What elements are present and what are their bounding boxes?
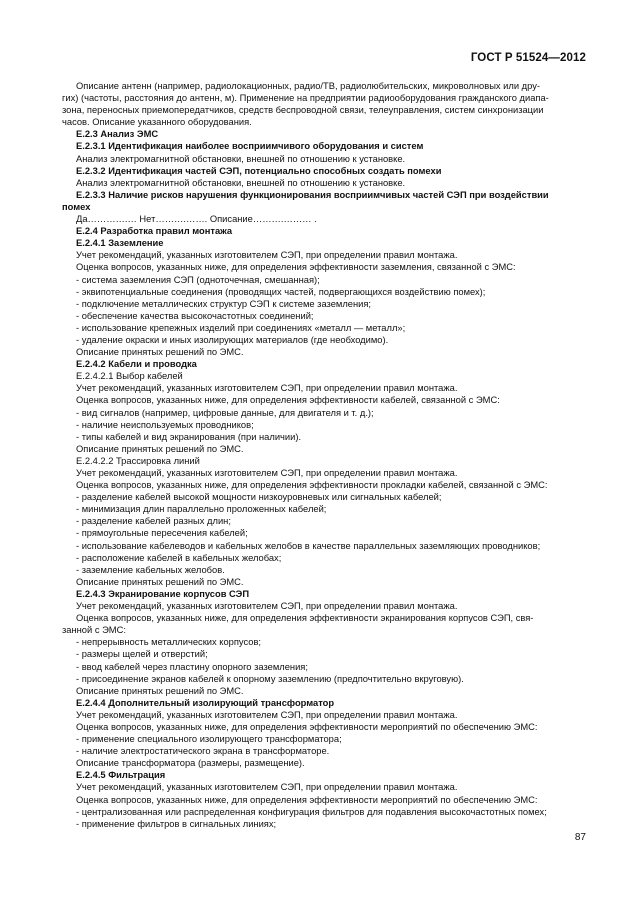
text-line: Учет рекомендаций, указанных изготовителем СЭП, при определении правил монтажа. <box>76 468 458 478</box>
text-line: - присоединение экранов кабелей к опорному заземлению (предпочтительно вкруговую). <box>76 673 464 684</box>
text-line: - наличие неиспользуемых проводников; <box>76 419 254 430</box>
text-line: - централизованная или распределенная конфигурация фильтров для подавления высокочастотных помех; <box>76 806 547 817</box>
text-line: - вид сигналов (например, цифровые данные, для двигателя и т. д.); <box>76 407 374 418</box>
text-line: - использование крепежных изделий при соединениях «металл — металл»; <box>76 322 406 333</box>
page-number: 87 <box>574 832 586 843</box>
section-heading: Е.2.3.3 Наличие рисков нарушения функционирования восприимчивых частей СЭП при воздействии <box>76 189 549 200</box>
text-line: Оценка вопросов, указанных ниже, для определения эффективности мероприятий по обеспечению ЭМС: <box>76 721 538 732</box>
text-line: Оценка вопросов, указанных ниже, для определения эффективности заземления, связанной с ЭМС: <box>76 262 516 273</box>
text-line: Описание трансформатора (размеры, размещение). <box>76 758 305 769</box>
text-line: Учет рекомендаций, указанных изготовителем СЭП, при определении правил монтажа. <box>76 383 458 394</box>
text-line: гих) (частоты, расстояния до антенн, м). Применение на предприятии радиооборудования гражданского диапа- <box>62 93 549 104</box>
text-line: Учет рекомендаций, указанных изготовителем СЭП, при определении правил монтажа. <box>76 250 458 261</box>
text-line: - разделение кабелей разных длин; <box>76 516 231 527</box>
text-line: Описание антенн (например, радиолокационных, радио/ТВ, радиолюбительских, микроволновых или дру- <box>76 81 540 91</box>
text-line: Оценка вопросов, указанных ниже, для определения эффективности кабелей, связанной с ЭМС: <box>76 395 500 406</box>
text-line: занной с ЭМС: <box>62 625 126 636</box>
text-line: Е.2.4.2.1 Выбор кабелей <box>76 371 183 382</box>
text-line: Описание принятых решений по ЭМС. <box>76 685 244 696</box>
text-line: - расположение кабелей в кабельных желобах; <box>76 552 282 563</box>
text-line: - использование кабелеводов и кабельных желобов в качестве параллельных заземляющих проводников; <box>76 540 541 551</box>
document-body <box>62 80 587 830</box>
text-line: - подключение металлических структур СЭП к системе заземления; <box>76 298 372 309</box>
text-line: - система заземления СЭП (одноточечная, смешанная); <box>76 274 320 285</box>
text-line: Учет рекомендаций, указанных изготовителем СЭП, при определении правил монтажа. <box>76 601 458 612</box>
section-heading: помех <box>62 201 91 212</box>
text-line: Е.2.4.2.2 Трассировка линий <box>76 455 200 466</box>
text-line: - обеспечение качества высокочастотных соединений; <box>76 310 314 321</box>
text-line: - заземление кабельных желобов. <box>76 564 225 575</box>
text-line: - наличие электростатического экрана в трансформаторе. <box>76 746 330 757</box>
text-line: - применение фильтров в сигнальных линиях; <box>76 818 277 829</box>
text-line: Анализ электромагнитной обстановки, внешней по отношению к установке. <box>76 153 406 164</box>
text-line: - типы кабелей и вид экранирования (при наличии). <box>76 431 302 442</box>
text-line: - ввод кабелей через пластину опорного заземления; <box>76 661 308 672</box>
section-heading: Е.2.3 Анализ ЭМС <box>76 129 159 140</box>
text-line: - разделение кабелей высокой мощности низкоуровневых или сигнальных кабелей; <box>76 492 442 503</box>
text-line: Описание принятых решений по ЭМС. <box>76 576 244 587</box>
text-line: Учет рекомендаций, указанных изготовителем СЭП, при определении правил монтажа. <box>76 782 458 793</box>
text-line: Анализ электромагнитной обстановки, внешней по отношению к установке. <box>76 177 406 188</box>
text-line: зона, переносных приемопередатчиков, средств беспроводной связи, телеуправления, систем синхронизации <box>62 105 544 116</box>
section-heading: Е.2.4.5 Фильтрация <box>76 770 166 781</box>
text-line: Описание принятых решений по ЭМС. <box>76 347 244 358</box>
text-line: Учет рекомендаций, указанных изготовителем СЭП, при определении правил монтажа. <box>76 709 458 720</box>
text-line: Оценка вопросов, указанных ниже, для определения эффективности мероприятий по обеспечению ЭМС: <box>76 794 538 805</box>
text-line: Оценка вопросов, указанных ниже, для определения эффективности прокладки кабелей, связанной с ЭМС: <box>76 480 548 491</box>
section-heading: Е.2.4.4 Дополнительный изолирующий трансформатор <box>76 697 335 708</box>
section-heading: Е.2.4.2 Кабели и проводка <box>76 359 197 370</box>
text-line: - применение специального изолирующего трансформатора; <box>76 734 342 745</box>
section-heading: Е.2.3.1 Идентификация наиболее восприимчивого оборудования и систем <box>76 141 424 152</box>
document-id-header: ГОСТ Р 51524—2012 <box>470 52 586 64</box>
text-line: Описание принятых решений по ЭМС. <box>76 443 244 454</box>
text-line: - непрерывность металлических корпусов; <box>76 637 262 648</box>
section-heading: Е.2.4.3 Экранирование корпусов СЭП <box>76 588 250 599</box>
text-line: - размеры щелей и отверстий; <box>76 649 208 660</box>
text-line: - удаление окраски и иных изолирующих материалов (где необходимо). <box>76 334 389 345</box>
section-heading: Е.2.4 Разработка правил монтажа <box>76 226 233 237</box>
text-line: - прямоугольные пересечения кабелей; <box>76 528 248 539</box>
text-line: - эквипотенциальные соединения (проводящих частей, подвергающихся воздействию помех); <box>76 286 486 297</box>
text-line: - минимизация длин параллельно проложенных кабелей; <box>76 504 327 515</box>
section-heading: Е.2.4.1 Заземление <box>76 238 164 249</box>
text-line: часов. Описание указанного оборудования. <box>62 117 252 128</box>
section-heading: Е.2.3.2 Идентификация частей СЭП, потенциально способных создать помехи <box>76 165 442 176</box>
text-line: Да………….… Нет……….……. Описание……….……… . <box>76 214 317 225</box>
text-line: Оценка вопросов, указанных ниже, для определения эффективности экранирования корпусов СЭП, свя- <box>76 613 534 624</box>
